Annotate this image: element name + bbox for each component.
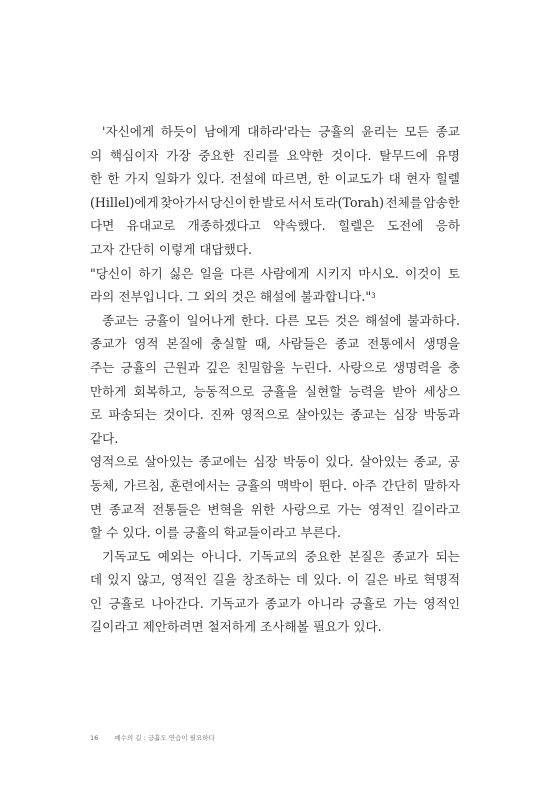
- text-line: 한 한 가지 일화가 있다. 전설에 따르면, 한 이교도가 대 현자 힐렐: [90, 171, 460, 187]
- text-line: 데 있지 않고, 영적인 길을 창조하는 데 있다. 이 길은 바로 혁명적: [90, 572, 460, 588]
- text-line: 길이라고 제안하려면 철저하게 조사해볼 필요가 있다.: [90, 619, 382, 635]
- text-line: 기독교도 예외는 아니다. 기독교의 중요한 본질은 종교가 되는: [102, 548, 460, 564]
- paragraph: [90, 262, 460, 309]
- paragraph: [90, 450, 460, 544]
- text-line: 다면 유대교로 개종하겠다고 약속했다. 힐렐은 도전에 응하: [90, 218, 460, 234]
- text-line: (Hillel)에게 찾아가서 당신이 한 발로 서서 토라(Torah) 전체를 암송한: [90, 194, 460, 210]
- text-line: 주는 긍휼의 근원과 깊은 친밀함을 누린다. 사랑으로 생명력을 충: [90, 359, 460, 375]
- text-line: '자신에게 하듯이 남에게 대하라'라는 긍휼의 윤리는 모든 종교: [102, 124, 460, 139]
- text-line: 로 파송되는 것이다. 진짜 영적으로 살아있는 종교는 심장 박동과: [90, 407, 460, 423]
- running-title: 예수의 길 : 긍휼도 연습이 필요하다: [114, 734, 215, 742]
- text-line: 만하게 회복하고, 능동적으로 긍휼을 실현할 능력을 받아 세상으: [90, 383, 460, 399]
- text-line: 종교가 영적 본질에 충실할 때, 사람들은 종교 전통에서 생명을: [90, 336, 460, 352]
- text-line: 영적으로 살아있는 종교에는 심장 박동이 있다. 살아있는 종교, 공: [90, 454, 460, 470]
- paragraph: [90, 309, 460, 451]
- paragraph: [90, 545, 460, 639]
- text-line: 의 핵심이자 가장 중요한 진리를 요약한 것이다. 탈무드에 유명: [90, 147, 460, 163]
- paragraph: [90, 120, 460, 262]
- text-line: 할 수 있다. 이를 긍휼의 학교들이라고 부른다.: [90, 525, 342, 541]
- text-line: 같다.: [90, 430, 119, 446]
- text-line: 인 긍휼로 나아간다. 기독교가 종교가 아니라 긍휼로 가는 영적인: [90, 595, 460, 611]
- text-line: "당신이 하기 싫은 일을 다른 사람에게 시키지 마시오. 이것이 토: [90, 265, 460, 281]
- text-line: 동체, 가르침, 훈련에서는 긍휼의 맥박이 뛴다. 아주 간단히 말하자: [90, 477, 460, 493]
- text-line: 종교는 긍휼이 일어나게 한다. 다른 모든 것은 해설에 불과하다.: [102, 312, 460, 328]
- page-number: 16: [90, 734, 99, 742]
- page-footer: [90, 733, 215, 742]
- text-line: 면 종교적 전통들은 변혁을 위한 사랑으로 가는 영적인 길이라고: [90, 501, 460, 517]
- text-line: 고자 간단히 이렇게 대답했다.: [90, 241, 252, 257]
- body-text: [90, 120, 460, 639]
- text-line: 라의 전부입니다. 그 외의 것은 해설에 불과합니다." 3: [90, 289, 376, 305]
